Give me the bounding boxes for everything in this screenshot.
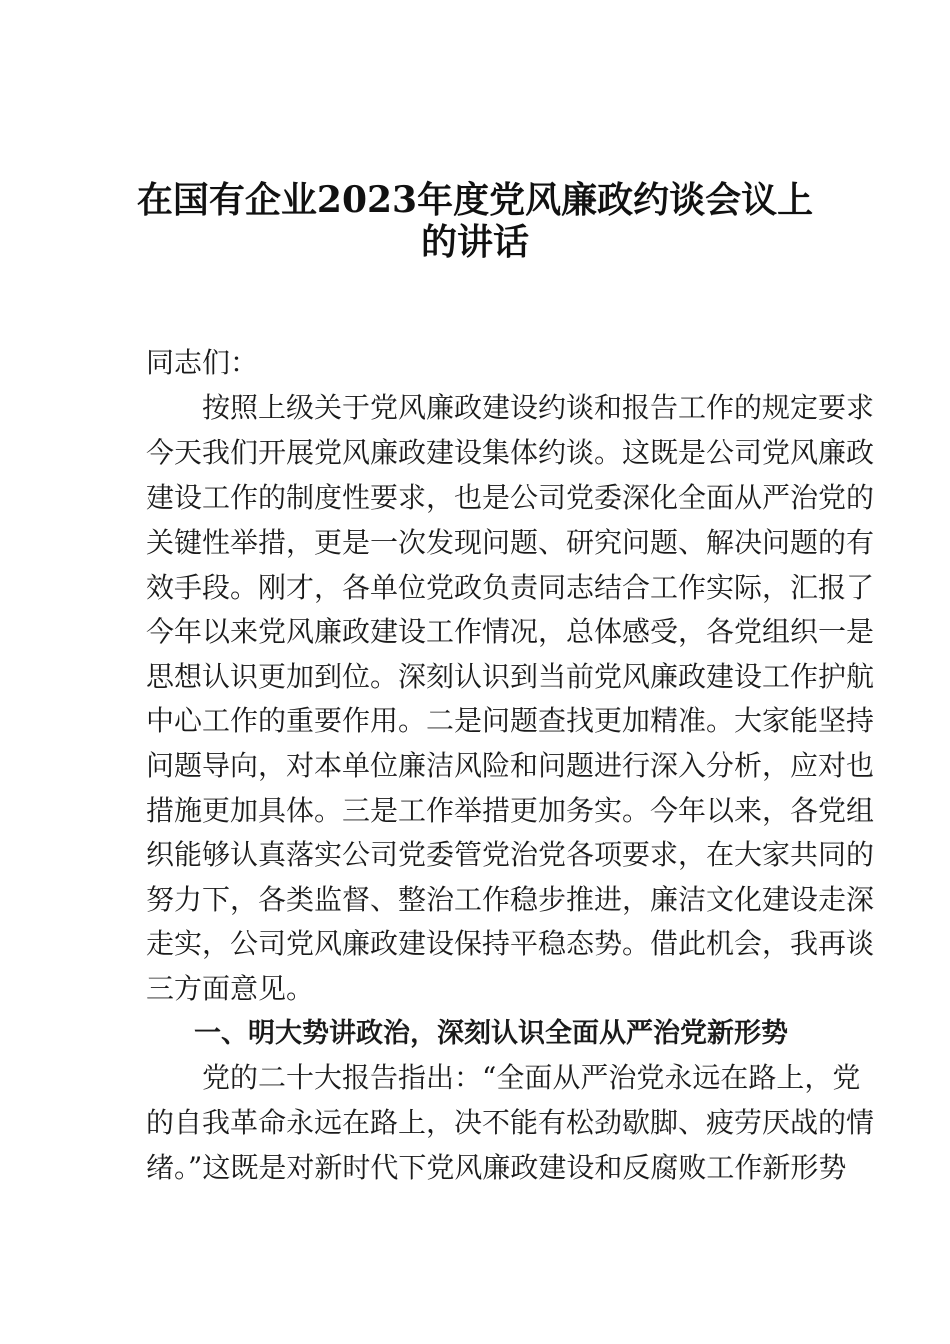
section-1-heading: 一、明大势讲政治，深刻认识全面从严治党新形势: [194, 1018, 788, 1049]
paragraph-1-line: 三方面意见。: [146, 972, 315, 1005]
paragraph-1-line: 按照上级关于党风廉政建设约谈和报告工作的规定要求: [202, 391, 875, 424]
paragraph-1-line: 建设工作的制度性要求，也是公司党委深化全面从严治党的: [146, 481, 875, 514]
paragraph-1-line: 织能够认真落实公司党委管党治党各项要求，在大家共同的: [146, 838, 875, 871]
paragraph-1-line: 问题导向，对本单位廉洁风险和问题进行深入分析，应对也: [146, 749, 875, 782]
paragraph-2-line: 的自我革命永远在路上，决不能有松劲歇脚、疲劳厌战的情: [146, 1106, 875, 1139]
paragraph-1-line: 中心工作的重要作用。二是问题查找更加精准。大家能坚持: [146, 704, 875, 737]
paragraph-1-line: 今天我们开展党风廉政建设集体约谈。这既是公司党风廉政: [146, 436, 875, 469]
paragraph-2-line: 党的二十大报告指出：“全面从严治党永远在路上，党: [202, 1061, 861, 1094]
paragraph-1-line: 效手段。刚才，各单位党政负责同志结合工作实际，汇报了: [146, 571, 875, 604]
document-title-line-2: 的讲话: [420, 221, 529, 263]
paragraph-1-line: 措施更加具体。三是工作举措更加务实。今年以来，各党组: [146, 794, 875, 827]
paragraph-1-line: 走实，公司党风廉政建设保持平稳态势。借此机会，我再谈: [146, 927, 875, 960]
paragraph-1-line: 关键性举措，更是一次发现问题、研究问题、解决问题的有: [146, 526, 875, 559]
paragraph-1-line: 今年以来党风廉政建设工作情况，总体感受，各党组织一是: [146, 615, 875, 648]
paragraph-1-line: 努力下，各类监督、整治工作稳步推进，廉洁文化建设走深: [146, 883, 875, 916]
document-title-line-1: 在国有企业2023年度党风廉政约谈会议上: [136, 179, 814, 221]
paragraph-1-line: 思想认识更加到位。深刻认识到当前党风廉政建设工作护航: [146, 660, 875, 693]
salutation: 同志们：: [146, 346, 259, 379]
paragraph-2-line: 绪。”这既是对新时代下党风廉政建设和反腐败工作新形势: [146, 1151, 847, 1184]
